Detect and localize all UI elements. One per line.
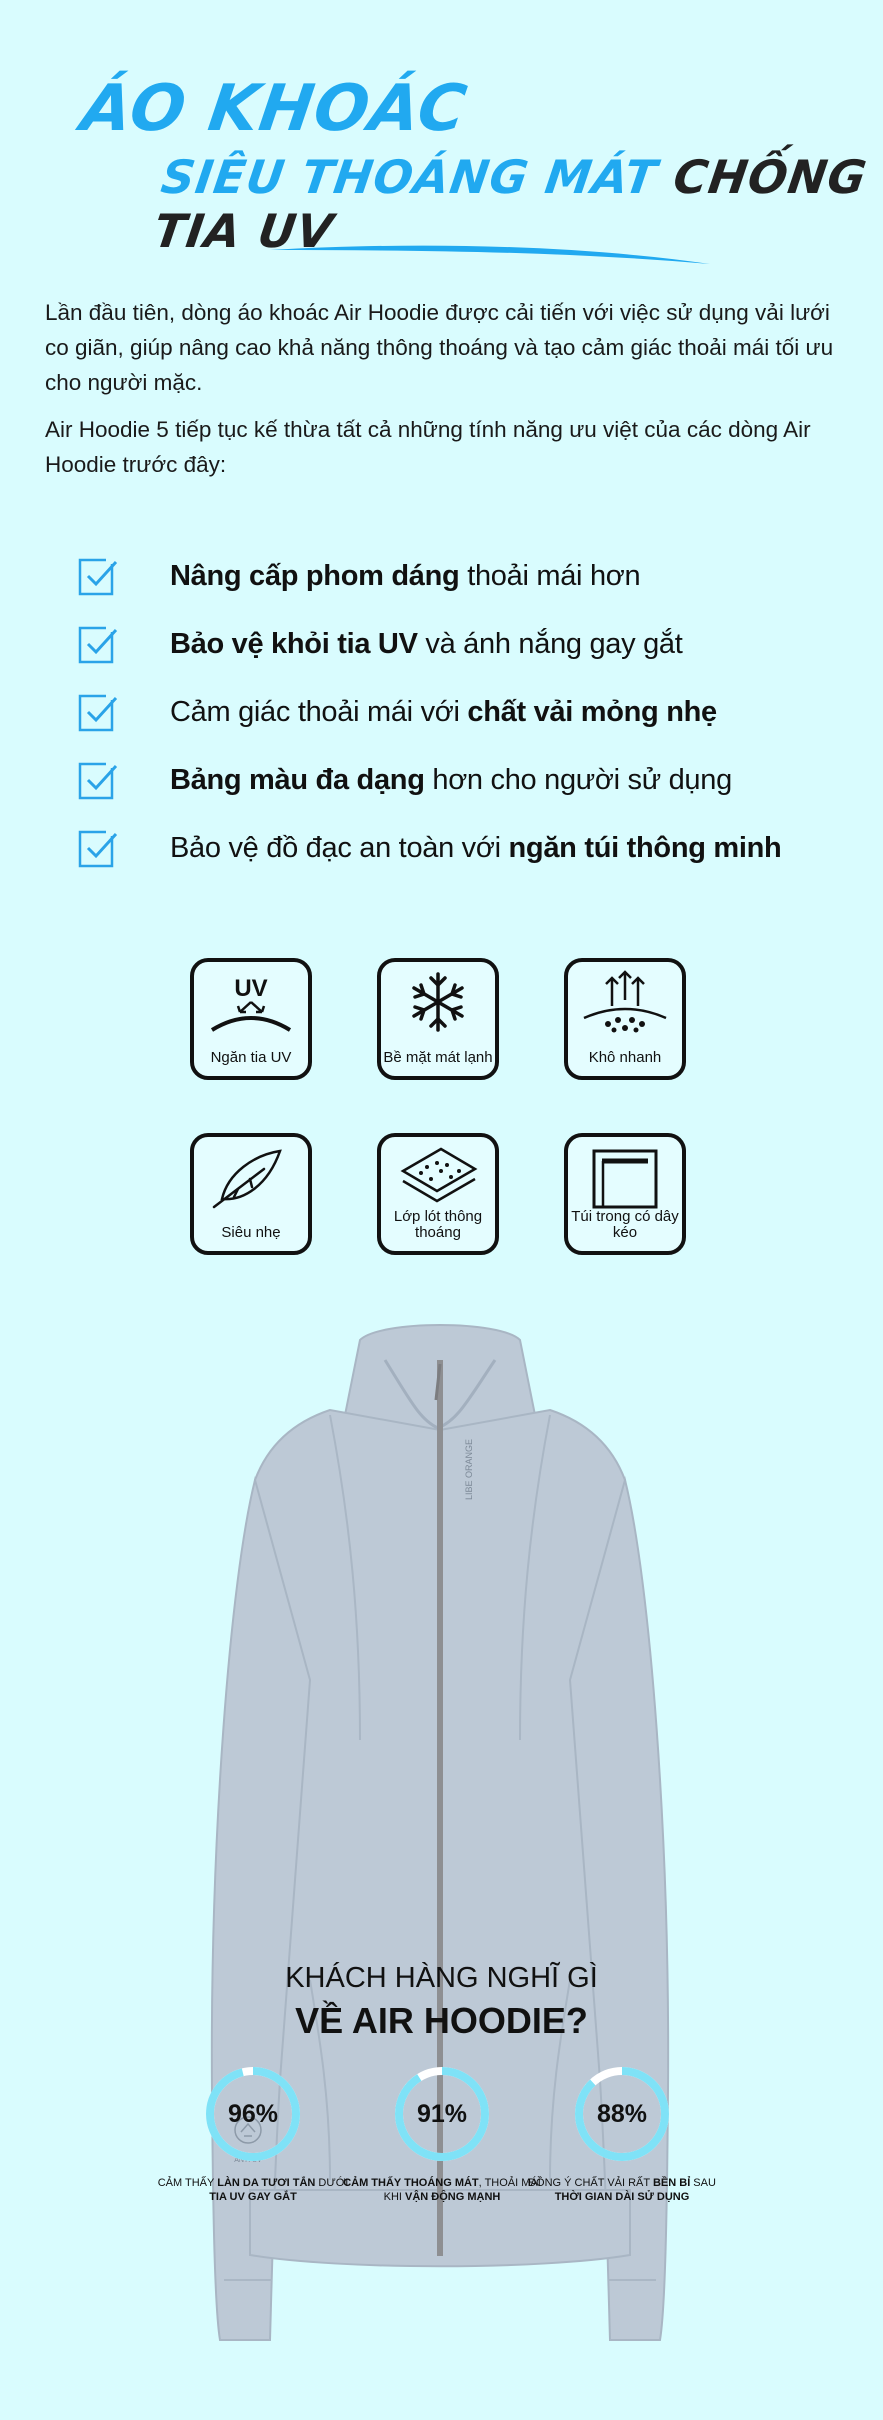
- stat-percent: 96%: [227, 2100, 279, 2128]
- brand-print: LIBE ORANGE: [464, 1438, 474, 1500]
- breathable-lining-icon: [381, 1141, 495, 1211]
- tile-cool-surface: [377, 958, 499, 1080]
- checkbox-icon: [76, 758, 120, 802]
- intro-paragraph-2: Air Hoodie 5 tiếp tục kế thừa tất cả những tính năng ưu việt của các dòng Air Hoodie trước đây:: [45, 417, 811, 477]
- svg-text:ANTI UV: ANTI UV: [234, 2157, 262, 2164]
- tile-uv-protection: [190, 958, 312, 1080]
- feature-item: [76, 814, 856, 882]
- feature-list: [76, 542, 856, 882]
- tile-label: Ngăn tia UV: [210, 1049, 292, 1066]
- title-line-1: ÁO KHOÁC: [76, 72, 472, 146]
- stat-percent: 88%: [596, 2100, 648, 2128]
- feature-text: Cảm giác thoải mái với chất vải mỏng nhẹ: [170, 695, 717, 728]
- checkbox-icon: [76, 554, 120, 598]
- feature-text: Bảo vệ khỏi tia UV và ánh nắng gay gắt: [170, 627, 683, 660]
- tile-label: Siêu nhẹ: [221, 1224, 281, 1241]
- title-rest: CHỐNG TIA UV: [150, 150, 871, 258]
- checkbox-icon: [76, 622, 120, 666]
- feature-text: Bảng màu đa dạng hơn cho người sử dụng: [170, 763, 732, 796]
- tile-label: Khô nhanh: [588, 1049, 662, 1066]
- brush-swoosh-decoration: [270, 238, 710, 274]
- feature-text: Nâng cấp phom dáng thoải mái hơn: [170, 559, 641, 592]
- quick-dry-icon: [568, 966, 682, 1036]
- feature-item: [76, 678, 856, 746]
- stat-description: ĐỒNG Ý CHẤT VẢI RẤT BỀN BỈ SAU THỜI GIAN DÀI SỬ DỤNG: [528, 2177, 716, 2203]
- intro-paragraph-1: Lần đầu tiên, dòng áo khoác Air Hoodie được cải tiến với việc sử dụng vải lưới co giãn, giúp nâng cao khả năng thông thoáng và tạo cảm giác thoải mái tối ưu cho người mặc.: [45, 300, 834, 395]
- customer-subject: VỀ AIR HOODIE?: [295, 2000, 588, 2041]
- stat-description: CẢM THẤY THOÁNG MÁT, THOẢI MÁI KHI VẬN ĐỘNG MẠNH: [343, 2177, 541, 2203]
- checkbox-icon: [76, 826, 120, 870]
- tile-zip-pocket: [564, 1133, 686, 1255]
- tile-breathable-lining: [377, 1133, 499, 1255]
- svg-text:UV: UV: [234, 975, 268, 1002]
- feather-icon: [194, 1141, 308, 1211]
- title-highlight: SIÊU THOÁNG MÁT: [158, 150, 661, 204]
- checkbox-icon: [76, 690, 120, 734]
- tile-ultra-light: [190, 1133, 312, 1255]
- snowflake-icon: [381, 966, 495, 1036]
- tile-label: Túi trong có dây kéo: [571, 1208, 679, 1241]
- feature-item: [76, 542, 856, 610]
- feature-item: [76, 746, 856, 814]
- tile-label: Bề mặt mát lạnh: [383, 1049, 493, 1066]
- feature-text: Bảo vệ đồ đạc an toàn với ngăn túi thông minh: [170, 831, 782, 864]
- uv-shield-icon: [194, 966, 308, 1036]
- stat-description: CẢM THẤY LÀN DA TƯƠI TẮN DƯỚI TIA UV GAY GẮT: [157, 2177, 349, 2203]
- tile-quick-dry: [564, 958, 686, 1080]
- tile-label: Lớp lót thông thoáng: [393, 1208, 483, 1241]
- air-hoodie-jacket-image: [210, 1320, 670, 2420]
- customer-question: KHÁCH HÀNG NGHĨ GÌ: [285, 1962, 598, 1994]
- stat-percent: 91%: [416, 2100, 468, 2128]
- zip-pocket-icon: [568, 1141, 682, 1211]
- feature-item: [76, 610, 856, 678]
